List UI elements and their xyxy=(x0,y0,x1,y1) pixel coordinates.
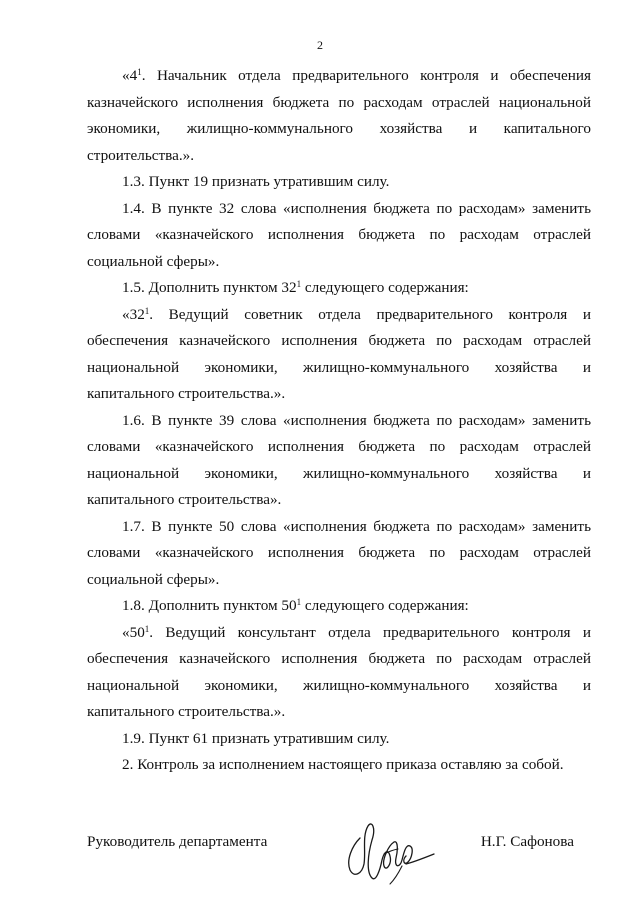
paragraph-1-7 xyxy=(87,514,591,594)
superscript: 1 xyxy=(137,67,142,78)
paragraph-text: 1.9. Пункт 61 признать утратившим силу. xyxy=(122,729,390,747)
paragraph-1-4 xyxy=(87,196,591,276)
paragraph-1-6 xyxy=(87,408,591,514)
paragraph-text: 1.6. В пункте 39 слова «исполнения бюджета по расходам» заменить словами «казначейского исполнения бюджета по расходам отраслей национальной экономики, жилищно-коммунального хозяйства и капитального строительства». xyxy=(87,411,591,508)
signatory-position: Руководитель департамента xyxy=(87,833,268,850)
paragraph-1-5 xyxy=(87,275,591,302)
paragraph-text-cont: следующего содержания: xyxy=(301,279,469,296)
paragraph-text: 2. Контроль за исполнением настоящего приказа оставляю за собой. xyxy=(122,756,564,773)
paragraph-text: 1.5. Дополнить пунктом 32 xyxy=(122,279,297,296)
paragraph-2 xyxy=(87,752,591,779)
paragraph-point-4-1 xyxy=(87,63,591,169)
paragraph-text: «50 xyxy=(122,623,145,641)
paragraph-text: 1.3. Пункт 19 признать утратившим силу. xyxy=(122,173,390,190)
paragraph-text-cont: . Начальник отдела предварительного контроля и обеспечения казначейского исполнения бюджета по расходам отраслей национальной экономики, жилищно-коммунального хозяйства и капитального строительства.». xyxy=(87,67,591,164)
handwritten-signature xyxy=(340,816,436,886)
paragraph-text: 1.7. В пункте 50 слова «исполнения бюджета по расходам» заменить словами «казначейского исполнения бюджета по расходам отраслей социальной сферы». xyxy=(87,517,591,588)
paragraph-text: «4 xyxy=(122,67,138,84)
paragraph-text: 1.8. Дополнить пунктом 50 xyxy=(122,597,297,614)
paragraph-1-8 xyxy=(87,593,591,620)
paragraph-1-9 xyxy=(87,726,591,753)
signatory-name: Н.Г. Сафонова xyxy=(480,833,574,850)
paragraph-1-3 xyxy=(87,169,591,196)
page-number: 2 xyxy=(317,38,323,52)
paragraph-text: «32 xyxy=(122,305,145,323)
signature-block xyxy=(87,816,591,886)
superscript: 1 xyxy=(144,305,150,316)
paragraph-point-32-1 xyxy=(87,302,591,408)
superscript: 1 xyxy=(296,597,302,608)
superscript: 1 xyxy=(296,279,302,290)
superscript: 1 xyxy=(144,623,150,634)
paragraph-point-50-1 xyxy=(87,620,591,726)
paragraph-text-cont: следующего содержания: xyxy=(301,597,469,614)
paragraph-text-cont: . Ведущий консультант отдела предварительного контроля и обеспечения казначейского исполнения бюджета по расходам отраслей национальной экономики, жилищно-коммунального хозяйства и капитального строительства.». xyxy=(87,623,591,720)
document-body xyxy=(87,63,591,779)
paragraph-text-cont: . Ведущий советник отдела предварительного контроля и обеспечения казначейского исполнения бюджета по расходам отраслей национальной экономики, жилищно-коммунального хозяйства и капитального строительства.». xyxy=(87,305,591,402)
paragraph-text: 1.4. В пункте 32 слова «исполнения бюджета по расходам» заменить словами «казначейского исполнения бюджета по расходам отраслей социальной сферы». xyxy=(87,199,591,270)
